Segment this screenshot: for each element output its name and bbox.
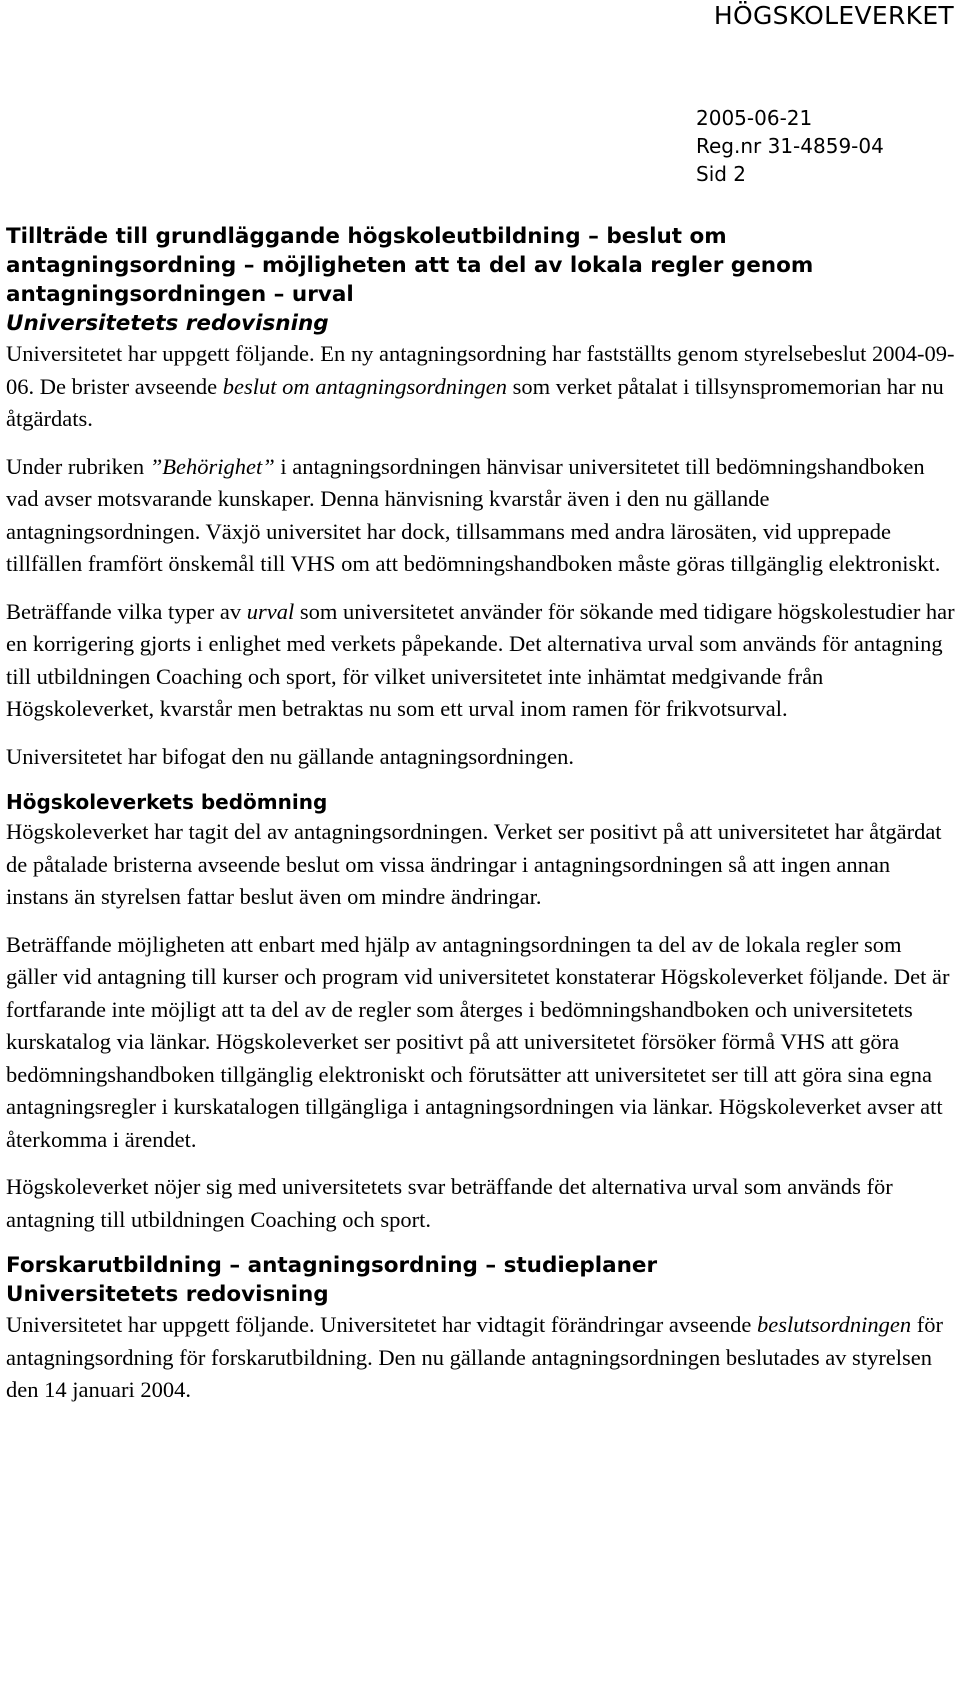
document-meta [696, 104, 884, 188]
paragraph-emphasis: beslut om antagningsordningen [222, 373, 507, 399]
paragraph: Universitetet har bifogat den nu gällande antagningsordningen. [6, 743, 574, 769]
subheading-university-report: Universitetets redovisning [6, 1282, 329, 1307]
document-date: 2005-06-21 [696, 106, 813, 130]
paragraph [6, 596, 956, 726]
paragraph-text: Under rubriken [6, 453, 150, 479]
paragraph [6, 338, 956, 436]
paragraph-text: för antagningsordning för forskarutbildning. Den nu gällande antagningsordningen beslutades av styrelsen den 14 januari 2004. [6, 1312, 944, 1402]
section-heading-doctoral: Forskarutbildning – antagningsordning – studieplaner [6, 1253, 658, 1278]
paragraph: Högskoleverket nöjer sig med universitetets svar beträffande det alternativa urval som används för antagning till utbildningen Coaching och sport. [6, 1174, 893, 1232]
paragraph-text: Universitetet har uppgett följande. En ny antagningsordning har fastställts genom styrelsebeslut 2004-09-06. De brister avseende [6, 341, 955, 399]
paragraph-text: som verket påtalat i tillsynspromemorian har nu åtgärdats. [6, 373, 944, 431]
paragraph-text: som universitetet använder för sökande med tidigare högskolestudier har en korrigering gjorts i enlighet med verkets påpekande. Det alternativa urval som används för antagning till utbildningen Coaching och sport, för vilket universitetet inte inhämtat medgivande från Högskoleverket, kvarstår men betraktas nu som ett urval inom ramen för frikvotsurval. [6, 598, 955, 721]
organization-name: HÖGSKOLEVERKET [713, 1, 954, 30]
paragraph-text: Beträffande vilka typer av [6, 598, 247, 624]
paragraph-emphasis: beslutsordningen [756, 1312, 912, 1337]
paragraph [6, 1309, 956, 1407]
paragraph-text: i antagningsordningen hänvisar universitetet till bedömningshandboken vad avser motsvarande kunskaper. Denna hänvisning kvarstår även i den nu gällande antagningsordningen. Växjö universitet har dock, tillsammans med andra lärosäten, vid upprepade tillfällen framfört önskemål till VHS om att bedömningshandboken måste göras tillgänglig elektroniskt. [6, 453, 941, 576]
paragraph: Högskoleverket har tagit del av antagningsordningen. Verket ser positivt på att universitetet har åtgärdat de påtalade bristerna avseende beslut om vissa ändringar i antagningsordningen så att ingen annan instans än styrelsen fattar beslut även om mindre ändringar. [6, 819, 942, 909]
page-number: Sid 2 [696, 162, 747, 186]
paragraph [6, 451, 956, 581]
paragraph: Beträffande möjligheten att enbart med hjälp av antagningsordningen ta del av de lokala regler som gäller vid antagning till kurser och program vid universitetet konstaterar Högskoleverket följande. Det är fortfarande inte möjligt att ta del av de regler som återges i bedömningshandboken och universitetets kurskatalog via länkar. Högskoleverket ser positivt på att universitetet försöker förmå VHS att göra bedömningshandboken tillgänglig elektroniskt och förutsätter att universitetet ser till att göra sina egna antagningsregler i kurskatalogen tillgängliga i antagningsordningen via länkar. Högskoleverket avser att återkomma i ärendet. [6, 931, 950, 1152]
section-heading-admission: Tillträde till grundläggande högskoleutbildning – beslut om antagningsordning – möjligheten att ta del av lokala regler genom antagningsordningen – urval [6, 224, 814, 307]
registration-number: Reg.nr 31-4859-04 [696, 134, 884, 158]
section-heading-assessment: Högskoleverkets bedömning [6, 790, 328, 814]
paragraph-text: Universitetet har uppgett följande. Universitetet har vidtagit förändringar avseende [6, 1312, 757, 1337]
subheading-university-report: Universitetets redovisning [6, 311, 329, 336]
document-body [6, 222, 956, 1407]
paragraph-emphasis: ”Behörighet” [149, 453, 275, 479]
paragraph-emphasis: urval [246, 598, 295, 624]
